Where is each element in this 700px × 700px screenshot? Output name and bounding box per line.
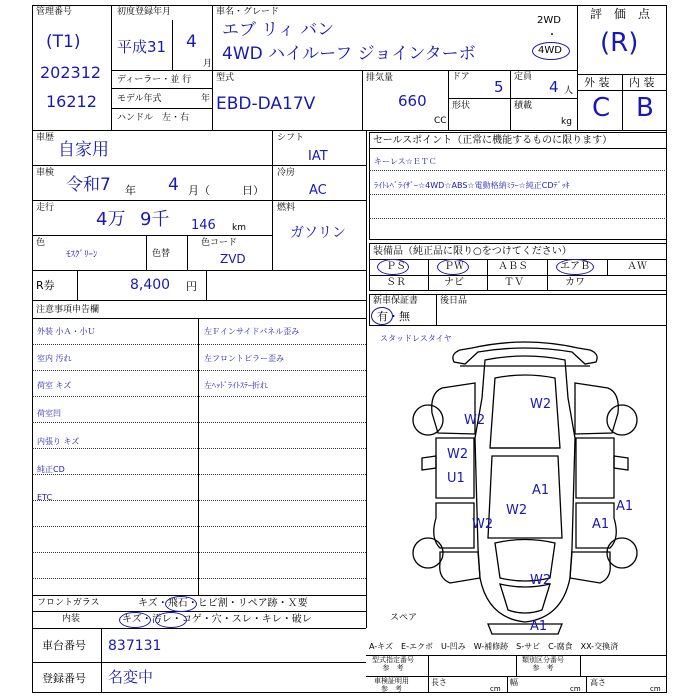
reg-label: 登録番号 [42,672,86,685]
capacity-label: 定員 [514,72,533,82]
carname-line1: エブ リィ バン [222,20,335,40]
equip-ps-circle [377,259,409,275]
damage-mark: W2 [464,413,486,428]
note-left-7: ETC [37,493,53,502]
chassis-value: 837131 [108,638,162,654]
interior-label: 内装 [62,614,81,624]
equipment-label: 装備品（純正品に限り○をつけてください） [373,246,572,257]
damage-legend: A-キズ E-エクボ U-凹み W-補修跡 S-サビ C-腐食 XX-交換済 [369,642,619,651]
first-reg-month: 4 [186,32,197,52]
damage-mark: W2 [447,447,469,462]
mileage-label: 走行 [36,203,55,213]
dealer-label: ディーラー・並 行 [117,75,192,85]
note-right-1: 左Ｆインサイドパネル歪み [204,327,300,336]
car-diagram [400,338,650,638]
doors-label: ドア [452,72,470,82]
front-glass-stone-circle [165,596,197,612]
after-label: 後日品 [440,296,468,306]
model-cert-label: 型式指定番号 参 考 [372,656,414,672]
drive-sep: ・ [547,30,557,41]
reg-value: 名変中 [108,668,154,686]
equip-leather: カワ [565,277,585,288]
equip-pw: ＰＷ [444,261,464,272]
warranty-label: 新車保証書 [373,296,419,306]
rating-value: (R) [600,28,639,58]
mileage-rest: 146 [191,218,216,233]
fuel-label: 燃料 [277,203,296,213]
damage-mark: W2 [530,573,552,588]
model-label: 型式 [216,73,235,83]
warranty-yes-circle [371,307,393,325]
damage-mark: A1 [532,483,550,498]
recycle-unit: 円 [186,280,197,293]
mileage-man: 4万 [96,209,126,230]
tire-note: スタッドレスタイヤ [380,334,452,343]
usage-value: 自家用 [58,140,109,160]
note-left-1: 外装 小Ａ・小Ｕ [37,327,96,336]
equip-aw: ＡＷ [627,261,647,272]
damage-mark: A1 [530,619,548,634]
inspection-month: 4 [168,175,179,195]
handle-label: ハンドル 左・右 [117,113,190,123]
spare-label: スペア [390,613,418,623]
damage-mark: U1 [447,471,465,486]
color-code-value: ZVD [220,252,246,266]
rating-label: 評 価 点 [590,7,651,21]
note-left-2: 室内 汚れ [37,354,72,363]
inspection-era: 令和7 [66,175,111,195]
sales-point-line2: ﾗｲﾄﾚﾍﾞﾗｲｻﾞｰ☆4WD☆ABS☆電動格納ﾐﾗｰ☆純正CDﾃﾞｯｷ [374,181,570,190]
drive-4wd: 4WD [538,45,562,56]
recycle-value: 8,400 [130,277,171,293]
sales-points-label: セールスポイント（正常に機能するものに限ります） [373,135,613,146]
mgmt-no-paren: (T1) [46,32,81,52]
note-right-3: 左ﾍｯﾄﾞﾗｲﾄｽﾃｰ折れ [204,381,268,390]
aircon-value: AC [309,183,327,198]
sales-point-line1: キーレス☆ＥＴＣ [374,157,437,166]
displacement-unit: CC [434,116,447,126]
mgmt-no-2: 16212 [46,92,97,111]
height-unit: cm [650,685,661,693]
load-unit: kg [561,117,572,127]
displacement-label: 排気量 [366,73,394,83]
width-unit: cm [570,685,581,693]
capacity-value: 4 [549,78,559,96]
equip-navi: ナビ [444,277,464,288]
damage-mark: W2 [530,397,552,412]
mgmt-no-label: 管理番号 [36,7,73,17]
height-label: 高さ [590,678,606,687]
chassis-label: 車台番号 [42,639,86,652]
length-unit: cm [490,685,501,693]
equip-pw-circle [437,259,469,275]
cert-label: 車検証明用 参 考 [374,677,409,693]
recycle-label: R券 [36,279,55,292]
first-reg-era: 平成31 [117,38,167,56]
drive-2wd: 2WD [537,15,561,26]
load-label: 積載 [514,101,533,111]
doors-value: 5 [494,78,504,96]
first-reg-month-unit: 月 [203,59,213,69]
equip-ps: ＰＳ [386,261,406,272]
mileage-sen: 9千 [140,209,170,230]
capacity-unit: 人 [564,86,574,96]
inspection-year-unit: 年 [125,184,136,197]
equip-airbag-circle [556,259,594,275]
carname-line2: 4WD ハイルーフ ジョインターボ [222,44,476,64]
aircon-label: 冷房 [277,168,296,178]
first-reg-label: 初度登録年月 [117,7,172,17]
interior-scratch-circle [119,612,151,628]
interior-dirt-circle [155,612,187,628]
model-year-label: モデル年式 [117,94,162,104]
displacement-value: 660 [398,92,427,110]
color-change-label: 色替 [152,249,171,259]
damage-mark: W2 [472,517,494,532]
notes-label: 注意事項申告欄 [36,305,100,315]
color-label: 色 [36,238,46,248]
damage-mark: A1 [616,499,634,514]
interior-label: 内 装 [629,76,655,89]
inspection-day-unit: 日） [242,184,264,197]
damage-mark: W2 [506,503,528,518]
inspection-month-unit: 月（ [188,184,210,197]
front-glass-items: キズ・飛石・ヒビ割・リペア跡・Ｘ要 [138,598,308,609]
shape-label: 形状 [452,101,471,111]
carname-label: 車名・グレード [216,7,280,17]
color-code-label: 色コード [201,238,238,248]
damage-mark: A1 [592,517,610,532]
note-left-5: 内張り キズ [37,437,80,446]
note-right-2: 左フロントピラー歪み [204,354,284,363]
mgmt-no-1: 202312 [40,63,102,82]
note-left-6: 純正CD [37,465,65,474]
front-glass-label: フロントガラス [37,598,100,608]
usage-label: 車歴 [36,133,55,143]
width-label: 幅 [510,678,518,687]
interior-value: B [636,93,654,123]
exterior-label: 外 装 [584,76,610,89]
color-value: ﾓｽｸﾞﾘｰﾝ [66,250,98,260]
inspection-label: 車検 [36,168,55,178]
equip-sr: ＳＲ [386,277,406,288]
shift-value: IAT [308,149,328,164]
model-year-unit: 年 [201,94,211,104]
warranty-value: 有・無 [377,310,410,323]
equip-airbag: エアＢ [560,261,590,272]
exterior-value: C [592,93,611,123]
model-value: EBD-DA17V [216,94,316,114]
equip-abs: ＡＢＳ [498,261,528,272]
fuel-value: ガソリン [290,225,346,241]
interior-items: キズ・汚レ・コゲ・穴・スレ・キレ・破レ [122,614,312,625]
note-left-3: 荷室 キズ [37,381,72,390]
mileage-unit: km [232,223,246,233]
class-label: 類別区分番号 参 考 [522,656,564,672]
note-left-4: 荷室凹 [37,409,61,418]
drive-4wd-circle [532,42,570,60]
equip-tv: ＴＶ [504,277,524,288]
length-label: 長さ [431,678,447,687]
shift-label: シフト [277,133,305,143]
